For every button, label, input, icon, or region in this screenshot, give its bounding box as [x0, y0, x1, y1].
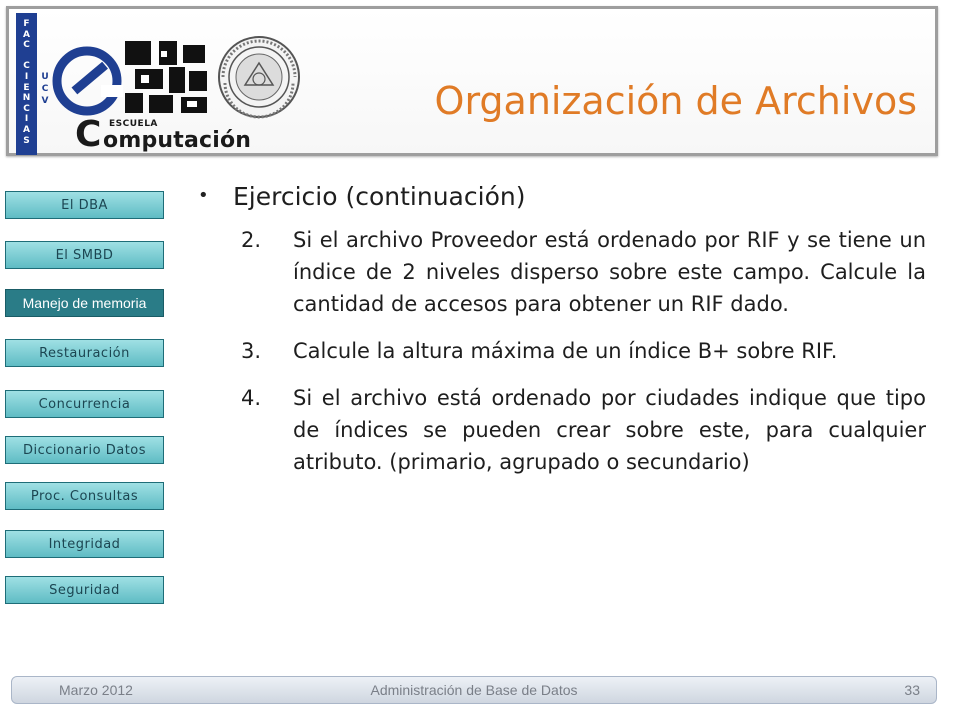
- page-number: 33: [904, 682, 920, 698]
- footer-course-title: Administración de Base de Datos: [370, 682, 578, 698]
- list-item: [241, 335, 926, 367]
- exercise-list: [241, 224, 926, 493]
- pixel-block-logo-icon: [125, 41, 209, 115]
- item-text: Si el archivo está ordenado por ciudades indique que tipo de índices se pueden crear sobre este, para cualquier atributo. (primario, agrupado o secundario): [293, 386, 926, 474]
- sidebar-item-diccionario-datos[interactable]: Diccionario Datos: [5, 436, 164, 464]
- item-text: Calcule la altura máxima de un índice B+ sobre RIF.: [293, 339, 838, 363]
- sidebar-item-integridad[interactable]: Integridad: [5, 530, 164, 558]
- item-number: 4.: [241, 386, 262, 410]
- item-number: 3.: [241, 339, 262, 363]
- sidebar-item-manejo-de-memoria[interactable]: Manejo de memoria: [5, 289, 164, 317]
- logo-escuela-text: ESCUELA: [109, 119, 158, 129]
- logo-initial: C: [75, 114, 102, 155]
- sidebar-item-el-smbd[interactable]: El SMBD: [5, 241, 164, 269]
- sidebar-item-concurrencia[interactable]: Concurrencia: [5, 390, 164, 418]
- logo-computacion-text: omputación: [103, 128, 252, 153]
- footer-date: Marzo 2012: [59, 682, 133, 698]
- sidebar-item-proc-consultas[interactable]: Proc. Consultas: [5, 482, 164, 510]
- ucv-label: U C V: [41, 72, 49, 106]
- page-title: Organización de Archivos: [434, 79, 917, 123]
- item-number: 2.: [241, 228, 262, 252]
- school-e-logo-icon: [51, 45, 123, 117]
- list-item: [241, 224, 926, 320]
- header-banner: [6, 6, 938, 156]
- faculty-strip: [16, 13, 37, 155]
- sidebar-item-seguridad[interactable]: Seguridad: [5, 576, 164, 604]
- faculty-strip-text: F A C C I E N C I A S: [22, 19, 31, 146]
- item-text: Si el archivo Proveedor está ordenado por RIF y se tiene un índice de 2 niveles disperso sobre este campo. Calcule la cantidad de accesos para obtener un RIF dado.: [293, 228, 926, 316]
- section-heading: Ejercicio (continuación): [233, 182, 526, 211]
- sidebar-item-restauracion[interactable]: Restauración: [5, 339, 164, 367]
- sidebar-item-el-dba[interactable]: El DBA: [5, 191, 164, 219]
- university-seal-icon: [217, 35, 301, 119]
- list-item: [241, 382, 926, 478]
- footer-bar: [11, 676, 937, 704]
- bullet-icon: •: [198, 185, 209, 206]
